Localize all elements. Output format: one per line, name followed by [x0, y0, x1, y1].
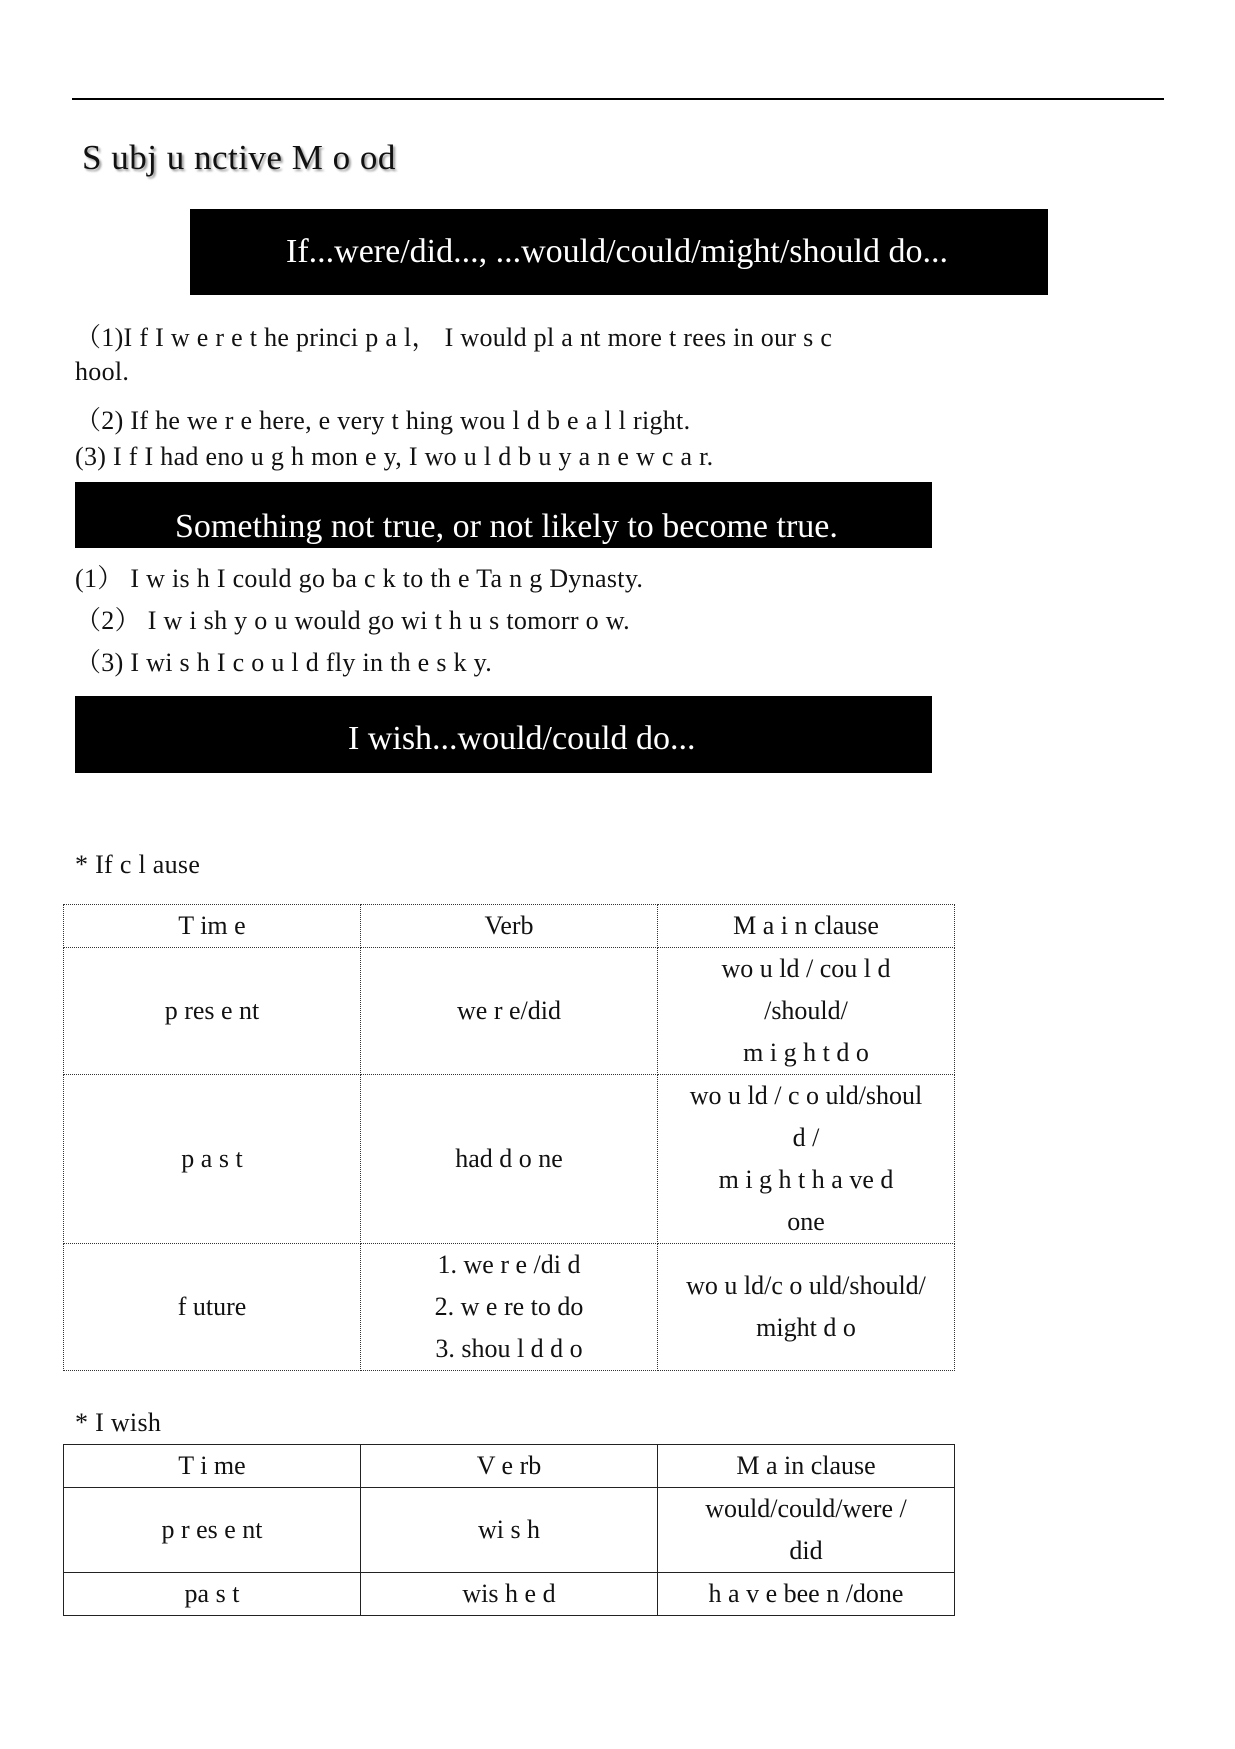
verb-line: 2. w e re to do [434, 1292, 584, 1321]
verb-line: 3. shou l d d o [435, 1334, 583, 1363]
main-line: did [789, 1536, 823, 1565]
table-row [64, 948, 955, 1075]
time-cell: p r es e nt [64, 1488, 361, 1573]
main-clause-cell [658, 1573, 955, 1616]
wish-example-1: (1） I w is h I could go ba c k to th e Ta n g Dynasty. [75, 564, 644, 593]
if-rule-banner [190, 209, 1048, 295]
verb-line: had d o ne [455, 1144, 563, 1173]
time-cell: pa s t [64, 1573, 361, 1616]
table-row [64, 1244, 955, 1371]
verb-cell [361, 1075, 658, 1244]
main-clause-cell [658, 1488, 955, 1573]
if-example-2: （2) If he we r e here, e very t hing wou l d b e a l l right. [75, 406, 691, 435]
if-rule-text: If...were/did..., ...would/could/might/should do... [286, 233, 948, 270]
header-main-clause: M a in clause [658, 1445, 955, 1488]
main-line: h a v e bee n /done [708, 1579, 904, 1608]
table-header-row [64, 1445, 955, 1488]
main-line: m i g h t d o [743, 1038, 869, 1067]
wish-example-3: （3) I wi s h I c o u l d fly in th e s k y. [75, 648, 493, 677]
time-cell: p a s t [64, 1075, 361, 1244]
table-row [64, 1573, 955, 1616]
meaning-banner [75, 482, 932, 548]
main-line: wo u ld / cou l d [721, 954, 891, 983]
main-line: wo u ld / c o uld/shoul [689, 1081, 923, 1110]
top-rule [72, 98, 1164, 100]
wish-example-2: （2） I w i sh y o u would go wi t h u s tomorr o w. [75, 606, 630, 635]
wish-table [63, 1444, 955, 1616]
table-header-row [64, 905, 955, 948]
table-row [64, 1488, 955, 1573]
header-time: T i me [64, 1445, 361, 1488]
main-line: wo u ld/c o uld/should/ [686, 1271, 926, 1300]
if-clause-heading: * If c l ause [75, 850, 201, 879]
header-main-clause: M a i n clause [658, 905, 955, 948]
main-line: might d o [756, 1313, 856, 1342]
header-verb: V e rb [361, 1445, 658, 1488]
verb-cell [361, 948, 658, 1075]
main-clause-cell [658, 948, 955, 1075]
if-clause-table [63, 904, 955, 1371]
main-clause-cell [658, 1244, 955, 1371]
main-line: would/could/were / [705, 1494, 907, 1523]
wish-heading: * I wish [75, 1408, 162, 1437]
time-cell: f uture [64, 1244, 361, 1371]
header-time: T im e [64, 905, 361, 948]
if-example-1: （1)I f I w e r e t he princi p a l， I would pl a nt more t rees in our s c [75, 323, 833, 352]
main-line: d / [792, 1123, 820, 1152]
wish-rule-banner [75, 696, 932, 773]
table-row [64, 1075, 955, 1244]
if-example-1-cont: hool. [75, 357, 130, 386]
meaning-text: Something not true, or not likely to become true. [175, 508, 838, 545]
page-title: S ubj u nctive M o od [82, 138, 396, 177]
wish-rule-text: I wish...would/could do... [348, 720, 696, 757]
main-clause-cell [658, 1075, 955, 1244]
time-cell: p res e nt [64, 948, 361, 1075]
main-line: m i g h t h a ve d [718, 1165, 894, 1194]
main-line: /should/ [764, 996, 848, 1025]
verb-cell: wis h e d [361, 1573, 658, 1616]
main-line: one [787, 1207, 825, 1236]
verb-line: we r e/did [457, 996, 561, 1025]
if-example-3: (3) I f I had eno u g h mon e y, I wo u l d b u y a n e w c a r. [75, 442, 714, 471]
header-verb: Verb [361, 905, 658, 948]
verb-cell: wi s h [361, 1488, 658, 1573]
verb-cell [361, 1244, 658, 1371]
verb-line: 1. we r e /di d [437, 1250, 581, 1279]
